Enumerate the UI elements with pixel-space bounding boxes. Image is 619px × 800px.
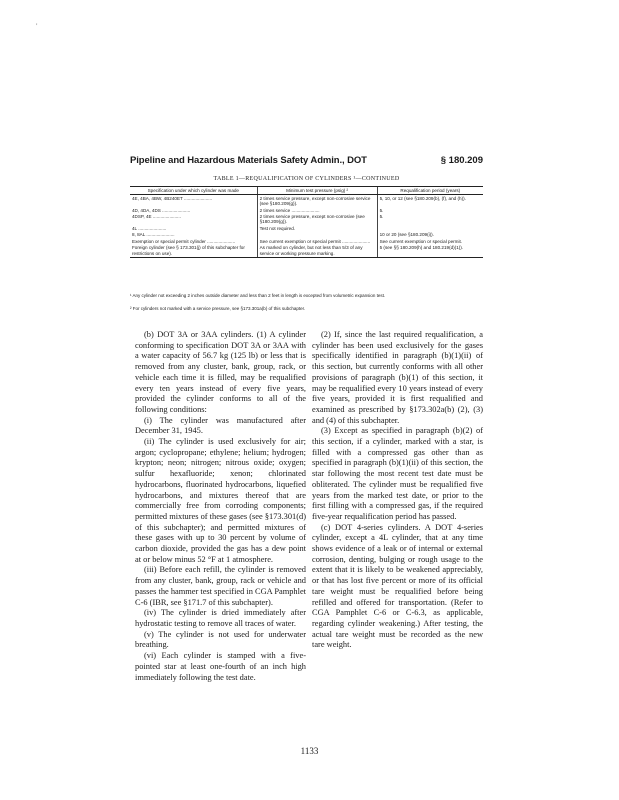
table-cell: 5, 10, or 12 (see §180.209(b), (f), and (h)). <box>377 195 483 207</box>
table-cell: 2 times service pressure, except non-corrosive service (see §180.209(g)). <box>257 195 377 207</box>
column-header: Minimum test pressure (psig) ² <box>257 187 377 195</box>
paragraph: (b) DOT 3A or 3AA cylinders. (1) A cylinder conforming to specification DOT 3A or 3AA with a water capacity of 56.7 kg (125 lb) or less that is removed from any cluster, bank, group, rack, or vehicle each time it is filled, may be requalified every ten years instead of every five years, provided the cylinder conforms to all of the following conditions: <box>135 330 306 414</box>
paragraph: (ii) The cylinder is used exclusively for air; argon; cyclopropane; ethylene; helium; hydrogen; krypton; neon; nitrogen; nitrous oxide; oxygen; sulfur hexafluoride; xenon; chlorinated hydrocarbons, fluorinated hydrocarbons, liquefied hydrocarbons, and mixtures thereof that are commercially free from corroding components; permitted mixtures of these gases (see §173.301(d) of this subchapter); and permitted mixtures of these gases with up to 30 percent by volume of carbon dioxide, provided the gas has a dew point at or below minus 52 °F at 1 atmosphere. <box>135 437 306 564</box>
table-caption: TABLE 1—REQUALIFICATION OF CYLINDERS ¹—CONTINUED <box>213 176 400 182</box>
header-agency-title: Pipeline and Hazardous Materials Safety Admin., DOT <box>130 155 367 166</box>
paragraph: (vi) Each cylinder is stamped with a five-pointed star at least one-fourth of an inch high immediately following the test date. <box>135 651 306 682</box>
table-cell: 2 times service ...................... <box>257 207 377 213</box>
table-cell: 5. <box>377 207 483 213</box>
table-header-row <box>130 187 483 195</box>
table-row <box>130 245 483 257</box>
table-cell: 2 times service pressure, except non-corrosive (see §180.209(g)). <box>257 214 377 226</box>
requalification-table <box>130 186 483 258</box>
header-section-number: § 180.209 <box>440 155 483 166</box>
paragraph: (c) DOT 4-series cylinders. A DOT 4-series cylinder, except a 4L cylinder, that at any time shows evidence of a leak or of internal or external corrosion, denting, bulging or rough usage to the extent that it is likely to be weakened appreciably, or that has lost five percent or more of its official tare weight must be requalified before being refilled and offered for transportation. (Refer to CGA Pamphlet C-6 or C-6.3, as applicable, regarding cylinder weakening.) After testing, the actual tare weight must be recorded as the new tare weight. <box>312 522 483 650</box>
paragraph: (v) The cylinder is not used for underwater breathing. <box>135 629 306 650</box>
table-cell: See current exemption or special permit ...................... <box>257 238 377 244</box>
paragraph: (i) The cylinder was manufactured after December 31, 1945. <box>135 415 306 436</box>
column-header: Specification under which cylinder was made <box>130 187 257 195</box>
table-row <box>130 214 483 226</box>
left-text-column <box>135 330 306 683</box>
right-text-column <box>312 330 483 651</box>
page-number: 1133 <box>300 746 319 756</box>
paragraph: (2) If, since the last required requalification, a cylinder has been used exclusively for the gases specifically identified in paragraph (b)(1)(ii) of this section, but currently conforms with all other provisions of paragraph (b)(1) of this section, it may be requalified every 10 years instead of every five years, provided it is first requalified and examined as prescribed by §173.302a(b) (2), (3) and (4) of this subchapter. <box>312 330 483 425</box>
table-cell: 5. <box>377 214 483 226</box>
table-cell: 4D, 4DA, 4DS ...................... <box>132 207 191 213</box>
paragraph: (iii) Before each refill, the cylinder is removed from any cluster, bank, group, rack or vehicle and passes the hammer test specified in CGA Pamphlet C-6 (IBR, see §171.7 of this subchapter). <box>135 565 306 607</box>
table-cell: Foreign cylinder (see § 173.301(j) of this subchapter for restrictions on use). <box>130 245 257 257</box>
table-row <box>130 238 483 244</box>
column-header: Requalification period (years) <box>377 187 483 195</box>
table-cell: 5 (see §§ 180.209(h) and 180.219(d)(1)). <box>377 245 483 257</box>
paragraph: (3) Except as specified in paragraph (b)(2) of this section, if a cylinder, marked with a star, is filled with a compressed gas other than as specified in paragraph (b)(1)(ii) of this section, the star following the most recent test date must be obliterated. The cylinder must be requalified five years from the marked test date, or prior to the first filling with a compressed gas, if the required five-year requalification period has passed. <box>312 426 483 521</box>
table-cell: 4L ...................... <box>132 225 167 231</box>
table-cell: 8, 8AL ...................... <box>132 232 175 238</box>
table-row <box>130 195 483 207</box>
corner-mark: , <box>36 20 38 26</box>
table-cell: 4DSP, 4E ...................... <box>132 214 181 220</box>
running-header <box>130 155 483 169</box>
table-footnote-2: ² For cylinders not marked with a service pressure, see §173.301a(b) of this subchapter. <box>130 306 306 311</box>
table-cell: Test not required. <box>257 225 377 231</box>
table-footnote-1: ¹ Any cylinder not exceeding 2 inches outside diameter and less than 2 feet in length is excepted from volumetric expansion test. <box>130 293 386 298</box>
table-cell: As marked on cylinder, but not less than 5/3 of any service or working pressure marking. <box>257 245 377 257</box>
table-cell: 10 or 20 (see §180.209(i)). <box>377 232 483 238</box>
table-cell: 4E, 4BA, 4BW, 4B240ET ...................... <box>132 195 213 201</box>
paragraph: (iv) The cylinder is dried immediately after hydrostatic testing to remove all traces of water. <box>135 608 306 628</box>
table-cell: Exemption or special permit cylinder ...................... <box>132 238 236 244</box>
table-cell: See current exemption or special permit. <box>377 238 483 244</box>
